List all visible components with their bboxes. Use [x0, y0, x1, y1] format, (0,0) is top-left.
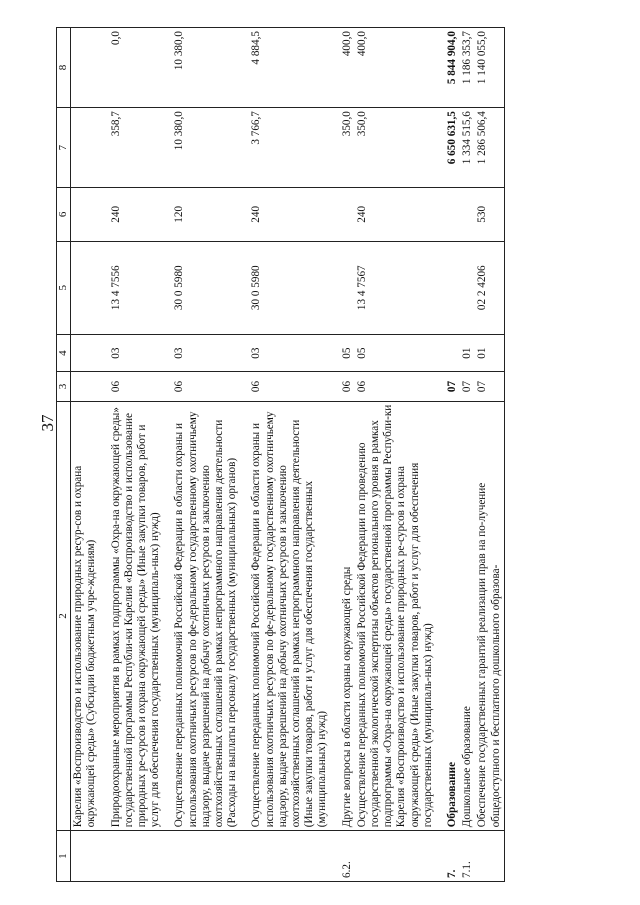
row-amount-year-1: 6 650 631,5 [436, 108, 460, 188]
row-amount-year-2: 1 186 353,7 [460, 28, 475, 108]
row-amount-year-2: 1 140 055,0 [475, 28, 504, 108]
row-name: Осуществление переданных полномочий Российской Федерации в области охраны и использования охотничьих ресурсов по фе-деральному государственному охотничьему надзору, выдаче разрешений на добычу охотничьих ресурсов и заключению охотхозяйственных соглашений в рамках непрограммного направления деятельности (Иные закупки товаров, работ и услуг для обеспечения государственных (муниципальных) нужд) [240, 401, 330, 831]
row-number [355, 831, 436, 882]
row-amount-year-2: 0,0 [100, 28, 164, 108]
row-subsection: 05 [331, 334, 355, 371]
header-cell: 1 [57, 831, 71, 882]
row-number [163, 831, 240, 882]
row-expense-type [331, 188, 355, 241]
row-section: 07 [475, 372, 504, 401]
row-subsection: 03 [240, 334, 330, 371]
table-row [331, 28, 355, 882]
row-section: 06 [355, 372, 436, 401]
row-name: Обеспечение государственных гарантий реализации прав на по-лучение общедоступного и бесплатного дошкольного образова- [475, 401, 504, 831]
row-subsection: 05 [355, 334, 436, 371]
row-number [475, 831, 504, 882]
row-target-article: 13 4 7556 [100, 241, 164, 334]
header-cell: 7 [57, 108, 71, 188]
row-subsection: 03 [100, 334, 164, 371]
header-cell: 8 [57, 28, 71, 108]
row-target-article [331, 241, 355, 334]
row-subsection: 03 [163, 334, 240, 371]
row-amount-year-2: 4 884,5 [240, 28, 330, 108]
header-cell: 3 [57, 372, 71, 401]
row-amount-year-1: 350,0 [331, 108, 355, 188]
row-target-article: 30 0 5980 [163, 241, 240, 334]
row-amount-year-1 [71, 108, 100, 188]
table-row [240, 28, 330, 882]
header-cell: 2 [57, 401, 71, 831]
table-row [475, 28, 504, 882]
row-target-article: 30 0 5980 [240, 241, 330, 334]
rotated-page [56, 27, 596, 882]
table-row [71, 28, 100, 882]
row-amount-year-1: 358,7 [100, 108, 164, 188]
row-number [100, 831, 164, 882]
row-name: Дошкольное образование [460, 401, 475, 831]
row-number: 7. [436, 831, 460, 882]
header-cell: 6 [57, 188, 71, 241]
row-name: Карелия «Воспроизводство и использование природных ресур-сов и охрана окружающей среды» (Субсидии бюджетным учре-ждениям) [71, 401, 100, 831]
row-expense-type [71, 188, 100, 241]
row-expense-type [460, 188, 475, 241]
row-number: 6.2. [331, 831, 355, 882]
row-name: Другие вопросы в области охраны окружающей среды [331, 401, 355, 831]
row-amount-year-1: 350,0 [355, 108, 436, 188]
table-row [436, 28, 460, 882]
row-expense-type: 240 [240, 188, 330, 241]
table-row [163, 28, 240, 882]
row-expense-type [436, 188, 460, 241]
row-amount-year-1: 10 380,0 [163, 108, 240, 188]
row-name: Осуществление переданных полномочий Российской Федерации в области охраны и использования охотничьих ресурсов по фе-деральному государственному охотничьему надзору, выдаче разрешений на добычу охотничьих ресурсов и заключению охотхозяйственных соглашений в рамках непрограммного направления деятельности (Расходы на выплаты персоналу государственных (муниципальных) органов) [163, 401, 240, 831]
row-amount-year-2: 400,0 [355, 28, 436, 108]
row-section: 06 [331, 372, 355, 401]
header-cell: 4 [57, 334, 71, 371]
budget-table [56, 27, 505, 882]
row-subsection: 01 [460, 334, 475, 371]
row-section [71, 372, 100, 401]
row-expense-type: 120 [163, 188, 240, 241]
row-target-article: 02 2 4206 [475, 241, 504, 334]
row-amount-year-2: 400,0 [331, 28, 355, 108]
row-section: 06 [163, 372, 240, 401]
row-section: 07 [460, 372, 475, 401]
row-subsection: 01 [475, 334, 504, 371]
row-section: 06 [100, 372, 164, 401]
row-expense-type: 530 [475, 188, 504, 241]
row-target-article [71, 241, 100, 334]
row-number [71, 831, 100, 882]
row-amount-year-1: 3 766,7 [240, 108, 330, 188]
table-row [460, 28, 475, 882]
header-row [57, 28, 71, 882]
row-name: Образование [436, 401, 460, 831]
table-row [100, 28, 164, 882]
row-subsection [71, 334, 100, 371]
table-row [355, 28, 436, 882]
row-amount-year-2: 5 844 904,0 [436, 28, 460, 108]
row-section: 07 [436, 372, 460, 401]
row-name: Природоохранные мероприятия в рамках подпрограммы «Охра-на окружающей среды» государственной программы Республи-ки Карелия «Воспроизводство и использование природных ре-сурсов и охрана окружающей среды» (Иные закупки товаров, работ и услуг для обеспечения государственных (муниципаль-ных) нужд) [100, 401, 164, 831]
row-expense-type: 240 [100, 188, 164, 241]
row-number [240, 831, 330, 882]
row-amount-year-1: 1 286 506,4 [475, 108, 504, 188]
row-target-article [460, 241, 475, 334]
row-amount-year-2 [71, 28, 100, 108]
row-amount-year-1: 1 334 515,6 [460, 108, 475, 188]
row-expense-type: 240 [355, 188, 436, 241]
row-number: 7.1. [460, 831, 475, 882]
page-number: 37 [38, 414, 57, 432]
row-subsection [436, 334, 460, 371]
row-name: Осуществление переданных полномочий Российской Федерации по проведению государственной экологической экспертизы объектов регионального уровня в рамках подпрограммы «Охра-на окружающей среды» государственной программы Республи-ки Карелия «Воспроизводство и использование природных ре-сурсов и охрана окружающей среды» (Иные закупки товаров, работ и услуг для обеспечения государственных (муниципаль-ных) нужд) [355, 401, 436, 831]
table-body [71, 28, 505, 882]
header-cell: 5 [57, 241, 71, 334]
row-amount-year-2: 10 380,0 [163, 28, 240, 108]
row-section: 06 [240, 372, 330, 401]
row-target-article [436, 241, 460, 334]
row-target-article: 13 4 7567 [355, 241, 436, 334]
